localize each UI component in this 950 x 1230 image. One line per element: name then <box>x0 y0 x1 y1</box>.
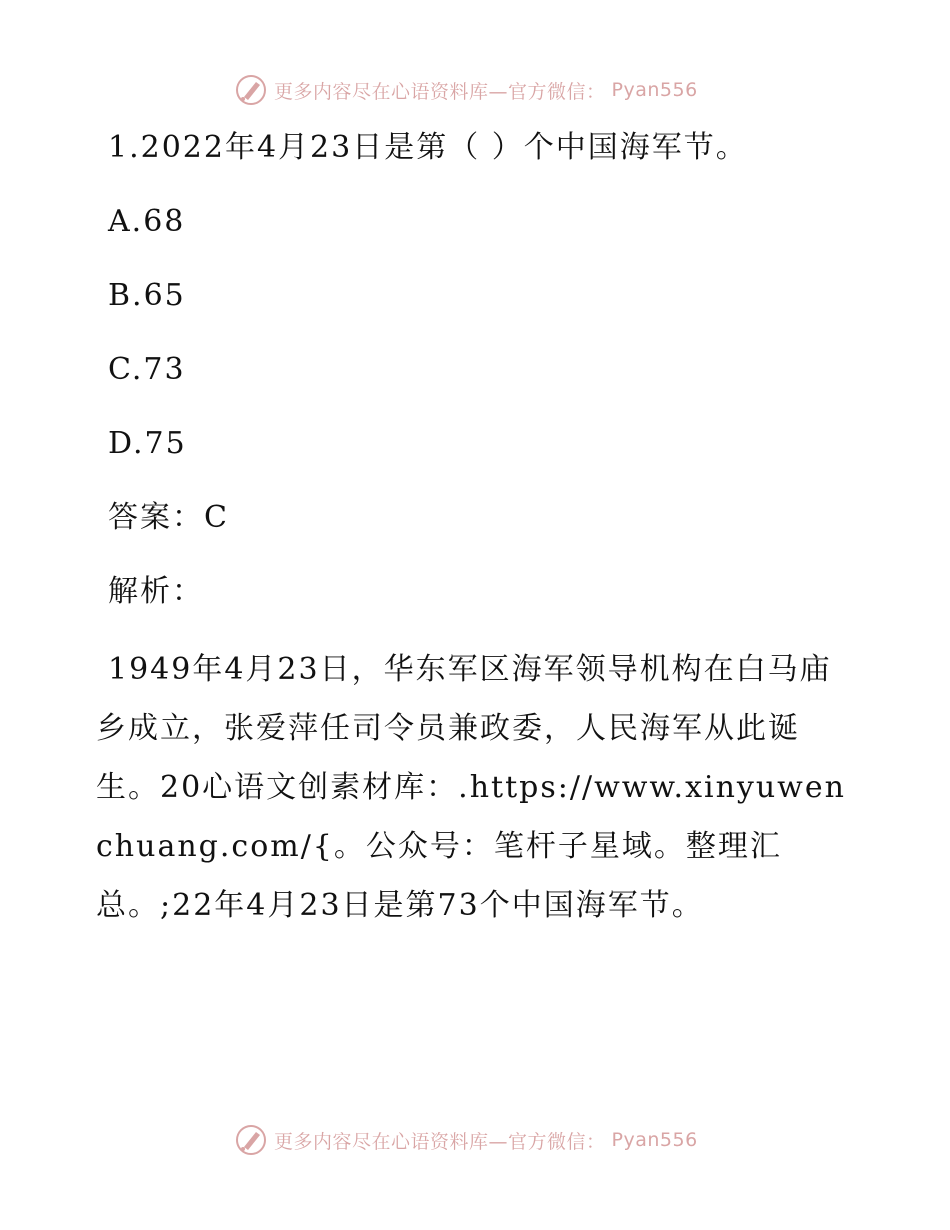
watermark-text: 更多内容尽在心语资料库—官方微信： <box>274 80 606 103</box>
analysis-paragraph: 1949年4月23日，华东军区海军领导机构在白马庙乡成立，张爱萍任司令员兼政委，人民海军从此诞生。20心语文创素材库：.https://www.xinyuwenchuang.com/{。公众号：笔杆子星域。整理汇总。;22年4月23日是第73个中国海军节。 <box>96 652 846 923</box>
option-b: B.65 <box>108 278 186 313</box>
option-c: C.73 <box>108 352 186 387</box>
question-stem: 1.2022年4月23日是第（ ）个中国海军节。 <box>108 130 748 165</box>
watermark-text: 更多内容尽在心语资料库—官方微信： <box>274 1130 606 1153</box>
option-d: D.75 <box>108 426 187 461</box>
watermark-header <box>234 73 698 107</box>
option-a: A.68 <box>108 204 186 239</box>
answer-line: 答案：C <box>108 500 229 535</box>
pen-logo-icon <box>234 73 268 107</box>
watermark-id: Pyan556 <box>611 79 698 101</box>
watermark-footer <box>234 1123 698 1157</box>
pen-logo-icon <box>234 1123 268 1157</box>
watermark-id: Pyan556 <box>611 1129 698 1151</box>
analysis-label: 解析： <box>108 574 204 609</box>
